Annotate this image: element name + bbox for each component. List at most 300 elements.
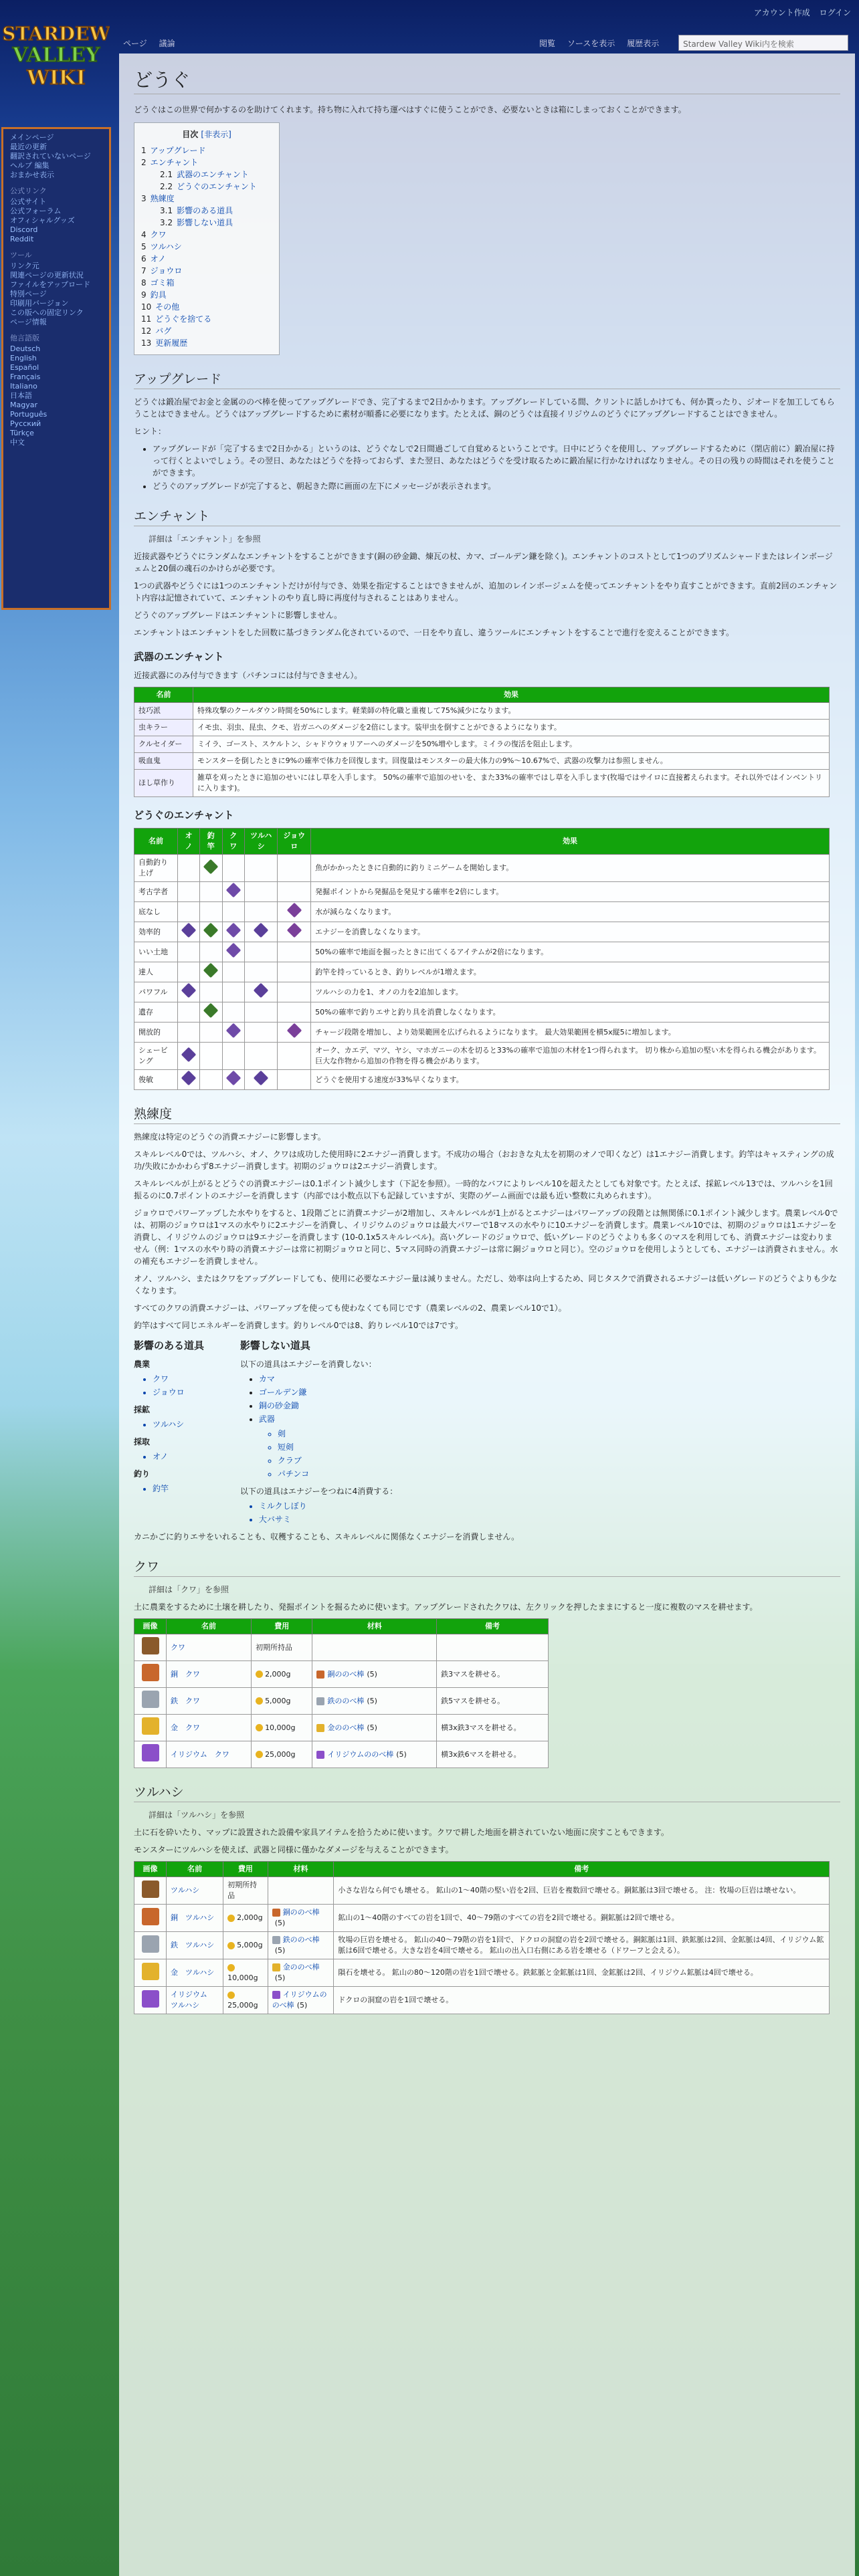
table-row (134, 942, 830, 962)
image-cell (134, 1715, 167, 1741)
prof-footer: カニかごに釣りエサをいれることも、収穫することも、スキルレベルに関係なくエナジーを消費しません。 (134, 1532, 520, 1541)
material-link[interactable]: 銅ののべ棒 (282, 1908, 320, 1917)
material-link[interactable]: 金ののべ棒 (327, 1723, 365, 1732)
tool-note: 横3x鉄6マスを耕せる。 (437, 1741, 549, 1768)
pickaxe-text-1: 土に石を砕いたり、マップに設置された設備や家具アイテムを拾うために使います。クワで耕した地面を耕されていない地面に戻すこともできます。 (134, 1828, 669, 1837)
toc-number: 7 (141, 266, 147, 276)
gold-coin-icon (227, 1964, 235, 1971)
enchant-effect: 50%の確率で地面を掘ったときに出てくるアイテムが2倍になります。 (311, 942, 830, 962)
unaffected-item[interactable] (259, 1373, 397, 1385)
col-4[interactable]: 備考 (437, 1619, 549, 1634)
gold-coin-icon (256, 1724, 263, 1731)
toc-item-9[interactable] (141, 253, 272, 265)
sidebar-lang-item-7[interactable]: Português (10, 410, 47, 419)
intro-text: どうぐはこの世界で何かするのを助けてくれます。持ち物に入れて持ち運べはすぐに使うことができ、必要ないときは箱にしまっておくことができます。 (134, 105, 686, 114)
sidebar-main-item-1[interactable]: 最近の更新 (10, 142, 47, 151)
toc-item-4[interactable] (141, 193, 272, 205)
wiki-logo[interactable] (3, 20, 110, 100)
tool-cost (252, 1661, 312, 1688)
col-3[interactable]: クワ (222, 829, 244, 855)
tool-link[interactable]: 銅の砂金鋤 (258, 1401, 299, 1410)
image-cell (134, 1741, 167, 1768)
toc-toggle[interactable]: [非表示] (201, 130, 231, 139)
toc-link[interactable]: ツルハシ (150, 242, 182, 251)
tool-name[interactable]: ツルハシ (167, 1877, 223, 1905)
table-row (134, 1715, 549, 1741)
heading-proficiency: 熟練度 (134, 1105, 840, 1124)
tool-note: 横3x鉄3マスを耕せる。 (437, 1715, 549, 1741)
toc-item-10[interactable] (141, 265, 272, 277)
toc-link[interactable]: アップグレード (150, 146, 206, 155)
table-row (134, 753, 830, 770)
col-1[interactable]: 名前 (167, 1862, 223, 1877)
toc-item-15[interactable] (141, 325, 272, 337)
hoe-icon (142, 1744, 159, 1761)
sidebar-tool-item-4[interactable]: 印刷用バージョン (10, 299, 69, 308)
tool-link[interactable]: • 大バサミ (259, 1513, 397, 1525)
skill-name: 釣り (134, 1469, 151, 1479)
tool-link[interactable]: • ジョウロ (153, 1386, 204, 1398)
applies-cell (222, 1023, 244, 1043)
enchant-effect: チャージ段階を増加し、より効果範囲を広げられるようになります。 最大効果範囲を横5x縦5に増加します。 (311, 1023, 830, 1043)
tool-name[interactable]: 銅 クワ (167, 1661, 252, 1688)
tool-link[interactable]: ゴールデン鎌 (258, 1388, 307, 1397)
heading-affected: 影響のある道具 (134, 1339, 205, 1352)
toc-link[interactable]: ゴミ箱 (150, 278, 175, 288)
table-row (134, 882, 830, 902)
pickaxe-main-ref[interactable]: 詳細は「ツルハシ」を参照 (149, 1810, 245, 1820)
enchant-effect: オーク、カエデ、マツ、ヤシ、マホガニーの木を切ると33%の確率で追加の木材を1つ得られます。 切り株から追加の堅い木を得られる機会があります。 巨大な作物から追加の作物を得る機会があります。 (311, 1043, 830, 1070)
toc-number: 3.1 (160, 206, 173, 215)
weapon-link[interactable]: ◦ 短剣 (278, 1441, 397, 1453)
col-0[interactable]: 画像 (134, 1619, 167, 1634)
tool-note: 鉄3マスを耕せる。 (437, 1661, 549, 1688)
material-qty: (5) (367, 1696, 377, 1705)
cost-value: 5,000g (237, 1941, 263, 1949)
tool-applies-icon (203, 963, 219, 978)
table-of-contents (134, 122, 280, 355)
tab-history[interactable]: 履歴表示 (627, 39, 660, 48)
sidebar-link-item-0[interactable]: 公式サイト (10, 197, 47, 206)
sidebar-link-item-3[interactable]: Discord (10, 225, 38, 234)
skill-name: 採取 (134, 1437, 151, 1446)
sidebar-tool-item-2[interactable]: ファイルをアップロード (10, 280, 91, 289)
sidebar-tool-item-5[interactable]: この版への固定リンク (10, 308, 84, 317)
applies-cell (200, 942, 222, 962)
enchant-effect: 発掘ポイントから発掘品を発見する確率を2倍にします。 (311, 882, 830, 902)
pickaxe-icon (142, 1881, 159, 1898)
toc-item-13[interactable] (141, 301, 272, 313)
weapon-link[interactable]: ◦ 剣 (278, 1428, 397, 1440)
table-row (134, 1877, 830, 1905)
sidebar-lang-item-4[interactable]: Italiano (10, 382, 37, 391)
col-2[interactable]: 費用 (252, 1619, 312, 1634)
sidebar-heading-languages: 他言語版 (10, 334, 39, 342)
tool-note (437, 1634, 549, 1661)
applies-cell (178, 982, 200, 1002)
material-link[interactable]: イリジウムののべ棒 (327, 1749, 394, 1759)
applies-cell (222, 882, 244, 902)
svg-text:VALLEY: VALLEY (12, 43, 100, 67)
image-cell (134, 1688, 167, 1715)
applies-cell (222, 902, 244, 922)
sidebar-link-item-1[interactable]: 公式フォーラム (10, 207, 62, 215)
toc-item-3[interactable] (141, 181, 272, 193)
unaffected-item[interactable] (259, 1413, 397, 1480)
col-0[interactable]: 名前 (134, 829, 178, 855)
tool-note: 小さな岩なら何でも壊せる。 鉱山の1〜40階の堅い岩を2回、巨岩を複数回で壊せる。銅鉱脈は3回で壊せる。 注：牧場の巨岩は壊せない。 (334, 1877, 830, 1905)
hoe-main-ref[interactable]: 詳細は「クワ」を参照 (149, 1585, 229, 1594)
toc-link[interactable]: 更新履歴 (155, 338, 188, 348)
material-link[interactable]: 金ののべ棒 (282, 1963, 320, 1971)
toc-link[interactable]: どうぐを捨てる (155, 314, 212, 324)
sidebar-tool-item-0[interactable]: リンク元 (10, 261, 39, 270)
tool-applies-icon (225, 1023, 241, 1039)
col-1[interactable]: オノ (178, 829, 200, 855)
toc-number: 3.2 (160, 218, 173, 227)
bar-icon (272, 1936, 280, 1944)
sidebar-lang-item-6[interactable]: Magyar (10, 401, 37, 409)
image-cell (134, 1877, 167, 1905)
pickaxe-icon (142, 1935, 159, 1953)
toc-link[interactable]: オノ (150, 254, 166, 263)
hint-item-1: • どうぐのアップグレードが完了すると、朝起きた際に画面の左下にメッセージが表示されます。 (153, 480, 840, 492)
tool-applies-icon (203, 1003, 219, 1018)
enchant-effect: ミイラ、ゴースト、スケルトン、シャドウウォリアーへのダメージを50%増やします。ミイラの復活を阻止します。 (193, 736, 830, 753)
sidebar-main-item-4[interactable]: おまかせ表示 (10, 171, 54, 179)
bar-icon (272, 1963, 280, 1971)
applies-cell (200, 922, 222, 942)
gold-coin-icon (227, 1915, 235, 1922)
col-6[interactable]: 効果 (311, 829, 830, 855)
tool-applies-icon (181, 1071, 197, 1086)
enchant-effect: どうぐを使用する速度が33%早くなります。 (311, 1070, 830, 1090)
tool-note: 牧場の巨岩を壊せる。 鉱山の40〜79階の岩を1回で、ドクロの洞窟の岩を2回で壊せる。銅鉱脈は1回、鉄鉱脈は2回、金鉱脈は4回、イリジウム鉱脈は6回で壊せる。大きな岩を4回で壊せる。 鉱山の出入口右側にある岩を壊せる（ドワーフと会える）。 (334, 1932, 830, 1959)
material-link[interactable]: 鉄ののべ棒 (282, 1935, 320, 1944)
sidebar-lang-item-0[interactable]: Deutsch (10, 344, 41, 353)
tool-applies-icon (286, 903, 302, 918)
enchant-name: ほし草作り (134, 770, 193, 797)
toc-link[interactable]: 熟練度 (150, 194, 175, 203)
tool-material (312, 1661, 437, 1688)
tool-applies-icon (203, 859, 219, 874)
toc-item-6[interactable] (141, 217, 272, 229)
col-4[interactable]: ツルハシ (245, 829, 278, 855)
bar-icon (316, 1724, 324, 1732)
toc-number: 3 (141, 194, 147, 203)
prof-text-7: 釣竿はすべて同じエネルギーを消費します。釣りレベル0では8、釣りレベル10では7です。 (134, 1321, 464, 1330)
material-link[interactable]: 銅ののべ棒 (327, 1669, 365, 1679)
sidebar (1, 127, 111, 610)
tool-name[interactable]: 鉄 ツルハシ (167, 1932, 223, 1959)
toc-number: 9 (141, 290, 147, 300)
material-link[interactable]: イリジウムののべ棒 (272, 1990, 327, 2010)
applies-cell (278, 982, 311, 1002)
toc-link[interactable]: 影響のある道具 (177, 206, 233, 215)
tool-name[interactable]: イリジウム クワ (167, 1741, 252, 1768)
col-name[interactable]: 名前 (134, 687, 193, 703)
applies-cell (178, 1070, 200, 1090)
toc-link[interactable]: 武器のエンチャント (177, 170, 249, 179)
sidebar-main-item-0[interactable]: メインページ (10, 133, 54, 142)
unaffected-list-1 (259, 1373, 397, 1480)
tool-material (312, 1741, 437, 1768)
tool-link[interactable]: • ミルクしぼり (259, 1500, 397, 1512)
enchant-effect: ツルハシの力を1、オノの力を2追加します。 (311, 982, 830, 1002)
search-input[interactable]: Stardew Valley Wiki内を検索 (678, 35, 848, 51)
table-row (134, 922, 830, 942)
toc-item-2[interactable] (141, 169, 272, 181)
toc-link[interactable]: 釣具 (150, 290, 167, 300)
skill-tool-list (153, 1373, 204, 1398)
toc-link[interactable]: バグ (155, 326, 172, 336)
tool-material (268, 1877, 334, 1905)
view-tabs (539, 37, 668, 49)
heading-hoe: クワ (134, 1558, 840, 1577)
hoe-table (134, 1618, 549, 1768)
login-link[interactable]: ログイン (819, 8, 851, 17)
table-row (134, 962, 830, 982)
sidebar-lang-item-2[interactable]: Español (10, 363, 39, 372)
tool-link[interactable]: • クワ (153, 1373, 204, 1385)
toc-link[interactable]: 影響しない道具 (177, 218, 233, 227)
tab-talk[interactable]: 議論 (159, 39, 175, 48)
tool-link[interactable]: • ツルハシ (153, 1418, 204, 1430)
table-row (134, 1002, 830, 1023)
tab-view-source[interactable]: ソースを表示 (567, 39, 615, 48)
applies-cell (222, 1070, 244, 1090)
tool-material (312, 1688, 437, 1715)
enchant-name: 遺存 (134, 1002, 178, 1023)
svg-text:STARDEW: STARDEW (3, 23, 110, 45)
applies-cell (278, 1023, 311, 1043)
bar-icon (316, 1671, 324, 1679)
unaffected-tools (240, 1338, 397, 1531)
enchant-effect: 雑草を刈ったときに追加のせいにはし草を入手します。 50%の確率で追加のせいを、また33%の確率ではし草を入手します(牧場ではサイロに直接蓄えられます。それ以外ではインベントリに入ります)。 (193, 770, 830, 797)
heading-upgrade: アップグレード (134, 370, 840, 389)
enchant-name: 開放的 (134, 1023, 178, 1043)
applies-cell (178, 922, 200, 942)
enchant-effect: 特殊攻撃のクールダウン時間を50%にします。軽業師の特化職と重複して75%減少になります。 (193, 703, 830, 720)
toc-item-11[interactable] (141, 277, 272, 289)
sidebar-lang-item-1[interactable]: English (10, 354, 37, 362)
col-5[interactable]: ジョウロ (278, 829, 311, 855)
applies-cell (178, 962, 200, 982)
enchant-main-ref[interactable]: 詳細は「エンチャント」を参照 (149, 534, 261, 544)
applies-cell (200, 1043, 222, 1070)
sidebar-lang-item-9[interactable]: Türkçe (10, 429, 34, 437)
toc-number: 13 (141, 338, 152, 348)
affected-tools (134, 1338, 204, 1500)
applies-cell (200, 1023, 222, 1043)
cost-value: 初期所持品 (227, 1881, 258, 1900)
table-row (134, 902, 830, 922)
tool-cost (252, 1634, 312, 1661)
image-cell (134, 1905, 167, 1932)
table-row (134, 770, 830, 797)
tool-applies-icon (286, 923, 302, 938)
unaffected-item[interactable] (259, 1400, 397, 1412)
sidebar-lang-item-5[interactable]: 日本語 (10, 391, 32, 400)
toc-number: 12 (141, 326, 152, 336)
tool-cost (223, 1987, 268, 2014)
tool-name[interactable]: 金 クワ (167, 1715, 252, 1741)
tab-read[interactable]: 閲覧 (539, 39, 556, 48)
applies-cell (278, 902, 311, 922)
toc-item-8[interactable] (141, 241, 272, 253)
applies-cell (222, 962, 244, 982)
tool-material (268, 1959, 334, 1987)
toc-number: 2 (141, 158, 147, 167)
unaffected-note-2: 以下の道具はエナジーをつねに4消費する： (240, 1487, 398, 1496)
tool-link[interactable]: 武器 (258, 1414, 275, 1424)
tool-name[interactable]: 鉄 クワ (167, 1688, 252, 1715)
applies-cell (178, 1002, 200, 1023)
pickaxe-text-2: モンスターにツルハシを使えば、武器と同様に僅かなダメージを与えることができます。 (134, 1845, 454, 1854)
col-3[interactable]: 材料 (312, 1619, 437, 1634)
tool-note: 鉱山の1〜40階のすべての岩を1回で、40〜79階のすべての岩を2回で壊せる。銅鉱脈は2回で壊せる。 (334, 1905, 830, 1932)
hoe-icon (142, 1691, 159, 1708)
col-0[interactable]: 画像 (134, 1862, 167, 1877)
toc-item-14[interactable] (141, 313, 272, 325)
tool-name[interactable]: 金 ツルハシ (167, 1959, 223, 1987)
skill-tool-list (153, 1483, 204, 1495)
col-2[interactable]: 費用 (223, 1862, 268, 1877)
create-account-link[interactable]: アカウント作成 (753, 8, 810, 17)
cost-value: 25,000g (265, 1749, 296, 1759)
applies-cell (200, 962, 222, 982)
tool-applies-icon (225, 943, 241, 958)
enchant-effect: モンスターを倒したときに9%の確率で体力を回復します。回復量はモンスターの最大体力の9%〜10.67%で、武器の攻撃力は参照しません。 (193, 753, 830, 770)
applies-cell (278, 942, 311, 962)
enchant-effect: 50%の確率で釣りエサと釣り具を消費しなくなります。 (311, 1002, 830, 1023)
cost-value: 初期所持品 (256, 1642, 293, 1652)
cost-value: 10,000g (265, 1723, 296, 1732)
col-1[interactable]: 名前 (167, 1619, 252, 1634)
tool-name[interactable]: 銅 ツルハシ (167, 1905, 223, 1932)
toc-item-5[interactable] (141, 205, 272, 217)
applies-cell (245, 902, 278, 922)
enchant-name: 自動釣り上げ (134, 855, 178, 882)
tool-applies-icon (225, 1071, 241, 1086)
toc-link[interactable]: クワ (150, 230, 167, 239)
toc-link[interactable]: どうぐのエンチャント (177, 182, 257, 191)
skill-tool-list (153, 1418, 204, 1430)
toc-item-7[interactable] (141, 229, 272, 241)
unaffected-item[interactable] (259, 1386, 397, 1398)
sidebar-lang-item-8[interactable]: Русский (10, 419, 41, 428)
toc-number: 4 (141, 230, 147, 239)
applies-cell (178, 942, 200, 962)
applies-cell (278, 855, 311, 882)
table-row (134, 703, 830, 720)
col-2[interactable]: 釣竿 (200, 829, 222, 855)
cost-value: 5,000g (265, 1696, 291, 1705)
sidebar-lang-item-10[interactable]: 中文 (10, 438, 25, 447)
enchant-text-4: エンチャントはエンチャントをした回数に基づきランダム化されているので、一日をやり直し、違うツールにエンチャントをすることで進行を変えることができます。 (134, 628, 735, 637)
weapon-link[interactable]: ◦ クラブ (278, 1455, 397, 1467)
applies-cell (200, 1070, 222, 1090)
applies-cell (222, 1043, 244, 1070)
bar-icon (272, 1991, 280, 1999)
toc-item-1[interactable] (141, 156, 272, 169)
namespace-tabs (123, 37, 185, 49)
enchant-name: 俊敏 (134, 1070, 178, 1090)
tab-page[interactable]: ページ (123, 39, 147, 48)
tool-material (312, 1634, 437, 1661)
sidebar-link-item-2[interactable]: オフィシャルグッズ (10, 216, 75, 225)
toc-item-0[interactable] (141, 144, 272, 156)
applies-cell (222, 922, 244, 942)
personal-tools (747, 7, 851, 18)
tool-link[interactable]: • 釣竿 (153, 1483, 204, 1495)
logo-graphic (3, 20, 110, 100)
col-4[interactable]: 備考 (334, 1862, 830, 1877)
sidebar-tool-item-1[interactable]: 関連ページの更新状況 (10, 271, 84, 280)
enchant-effect: イモ虫、羽虫、昆虫、クモ、岩ガニへのダメージを2倍にします。装甲虫を倒すことができるようになります。 (193, 720, 830, 736)
toc-item-16[interactable] (141, 337, 272, 349)
cost-value: 2,000g (237, 1913, 263, 1922)
sidebar-lang-item-3[interactable]: Français (10, 372, 41, 381)
tool-link[interactable]: • オノ (153, 1451, 204, 1463)
gold-coin-icon (227, 1992, 235, 1999)
table-row (134, 1688, 549, 1715)
tool-applies-icon (225, 883, 241, 898)
enchant-name: 底なし (134, 902, 178, 922)
applies-cell (278, 962, 311, 982)
heading-weapon-enchant: 武器のエンチャント (134, 651, 224, 663)
col-effect[interactable]: 効果 (193, 687, 830, 703)
sidebar-main-item-3[interactable]: ヘルプ 編集 (10, 161, 50, 170)
sidebar-heading-tools: ツール (10, 251, 32, 259)
toc-link[interactable]: その他 (155, 302, 180, 312)
toc-link[interactable]: エンチャント (150, 158, 199, 167)
applies-cell (245, 1023, 278, 1043)
table-row (134, 1070, 830, 1090)
cost-value: 25,000g (227, 2001, 258, 2010)
image-cell (134, 1987, 167, 2014)
toc-link[interactable]: ジョウロ (150, 266, 183, 276)
sidebar-tool-item-6[interactable]: ページ情報 (10, 318, 47, 326)
material-link[interactable]: 鉄ののべ棒 (327, 1696, 365, 1705)
upgrade-text: どうぐは鍛冶屋でお金と金属ののべ棒を使ってアップグレードでき、完了するまで2日かかります。アップグレードしている間、クリントに話しかけても、何か貰ったり、ジオードを加工してもらうことはできません。どうぐはアップグレードするために素材が順番に必要になります。たとえば、銅のどうぐは直接イリジウムのどうぐにアップグレードすることはできません。 (134, 397, 835, 419)
weapon-link[interactable]: ◦ パチンコ (278, 1468, 397, 1480)
tool-link[interactable]: カマ (258, 1374, 275, 1384)
bar-icon (316, 1697, 324, 1705)
col-3[interactable]: 材料 (268, 1862, 334, 1877)
top-bar (0, 0, 859, 53)
applies-cell (278, 1002, 311, 1023)
applies-cell (245, 1070, 278, 1090)
enchant-effect: エナジーを消費しなくなります。 (311, 922, 830, 942)
tool-name[interactable]: クワ (167, 1634, 252, 1661)
unaffected-note-1: 以下の道具はエナジーを消費しない： (240, 1360, 377, 1369)
enchant-name: 虫キラー (134, 720, 193, 736)
tool-name[interactable]: イリジウム ツルハシ (167, 1987, 223, 2014)
sidebar-link-item-4[interactable]: Reddit (10, 235, 34, 243)
toc-item-12[interactable] (141, 289, 272, 301)
tool-material (312, 1715, 437, 1741)
pickaxe-icon (142, 1908, 159, 1925)
sidebar-tool-item-3[interactable]: 特別ページ (10, 290, 47, 298)
applies-cell (245, 1002, 278, 1023)
applies-cell (245, 882, 278, 902)
applies-cell (222, 1002, 244, 1023)
applies-cell (178, 1023, 200, 1043)
tool-applies-icon (254, 1071, 269, 1086)
skill-tool-list (153, 1451, 204, 1463)
sidebar-main-item-2[interactable]: 翻訳されていないページ (10, 152, 91, 160)
